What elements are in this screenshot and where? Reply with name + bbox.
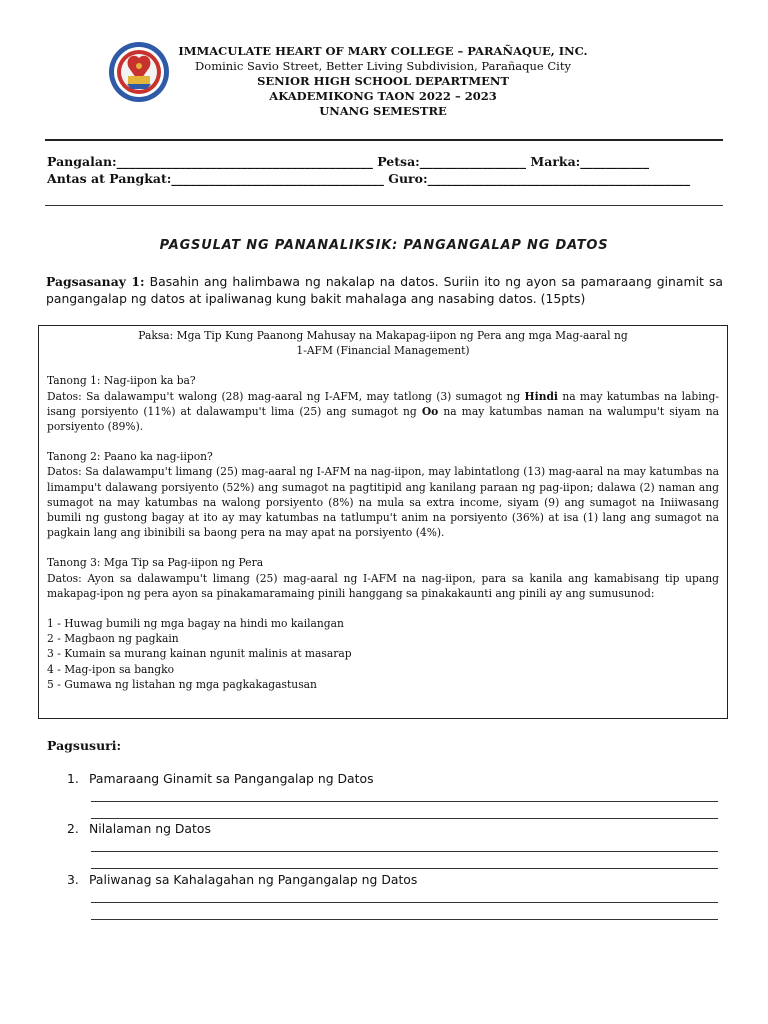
info-divider xyxy=(45,205,723,206)
item-number: 3. xyxy=(67,872,79,887)
paksa-line-2: 1-AFM (Financial Management) xyxy=(296,344,470,358)
analysis-item-2 xyxy=(67,821,727,836)
school-name: IMMACULATE HEART OF MARY COLLEGE – PARAÑAQUE, INC. xyxy=(178,44,588,58)
item-number: 2. xyxy=(67,821,79,836)
analysis-item-1 xyxy=(67,771,727,786)
item-label: Paliwanag sa Kahalagahan ng Pangangalap ng Datos xyxy=(89,872,418,887)
instructions-lead: Pagsasanay 1: xyxy=(46,274,145,289)
list-item: 1 - Huwag bumili ng mga bagay na hindi mo kailangan xyxy=(47,617,344,631)
list-item: 3 - Kumain sa murang kainan ngunit malinis at masarap xyxy=(47,647,352,661)
page-title: PAGSULAT NG PANANALIKSIK: PANGANGALAP NG DATOS xyxy=(159,238,609,253)
paksa-line-1: Paksa: Mga Tip Kung Paanong Mahusay na Makapag-iipon ng Pera ang mga Mag-aaral ng xyxy=(138,329,628,342)
answer-line[interactable] xyxy=(91,919,718,920)
answer-line[interactable] xyxy=(91,801,718,802)
header-divider xyxy=(45,139,723,141)
q1-text-a: Datos: Sa dalawampu't walong (28) mag-aaral ng I-AFM, may tatlong (3) sumagot ng xyxy=(47,389,525,403)
analysis-item-3 xyxy=(67,872,727,887)
q1-text-b: na may katumbas na labing-isang porsiyento (11%) at dalawampu't lima (25) ang sumagot ng xyxy=(47,389,719,418)
question-2-title: Tanong 2: Paano ka nag-iipon? xyxy=(47,450,213,464)
semester: UNANG SEMESTRE xyxy=(319,104,447,118)
list-item: 2 - Magbaon ng pagkain xyxy=(47,632,179,646)
school-address: Dominic Savio Street, Better Living Subdivision, Parañaque City xyxy=(195,59,571,73)
info-row-name[interactable]: Pangalan:_________________________________________ Petsa:_________________ Marka:___________ xyxy=(47,154,650,169)
item-label: Pamaraang Ginamit sa Pangangalap ng Datos xyxy=(89,771,374,786)
academic-year: AKADEMIKONG TAON 2022 – 2023 xyxy=(269,89,497,103)
info-row-section[interactable]: Antas at Pangkat:__________________________________ Guro:__________________________________________ xyxy=(47,171,691,186)
q1-text-c: na may katumbas naman na walumpu't siyam na porsiyento (89%). xyxy=(47,404,719,434)
item-label: Nilalaman ng Datos xyxy=(89,821,211,836)
list-item: 4 - Mag-ipon sa bangko xyxy=(47,662,175,676)
answer-line[interactable] xyxy=(91,818,718,819)
answer-line[interactable] xyxy=(91,851,718,852)
list-item: 5 - Gumawa ng listahan ng mga pagkakagastusan xyxy=(47,677,317,691)
department: SENIOR HIGH SCHOOL DEPARTMENT xyxy=(257,74,509,88)
q1-hindi: Hindi xyxy=(524,389,558,403)
answer-line[interactable] xyxy=(91,902,718,903)
data-sample-box xyxy=(38,325,728,719)
item-number: 1. xyxy=(67,771,79,786)
pagsusuri-heading: Pagsusuri: xyxy=(47,738,122,753)
instructions-text: Basahin ang halimbawa ng nakalap na datos. Suriin ito ng ayon sa pamaraang ginamit sa pangangalap ng datos at ipaliwanag kung bakit mahalaga ang nasabing datos. (15pts) xyxy=(46,274,723,306)
answer-line[interactable] xyxy=(91,868,718,869)
q1-oo: Oo xyxy=(421,404,439,418)
question-1-data xyxy=(47,389,719,435)
school-header xyxy=(150,44,616,119)
tips-list xyxy=(47,616,719,692)
question-3-title: Tanong 3: Mga Tip sa Pag-iipon ng Pera xyxy=(47,556,264,570)
question-1-title: Tanong 1: Nag-iipon ka ba? xyxy=(47,374,196,388)
question-3-data: Datos: Ayon sa dalawampu't limang (25) mag-aaral ng I-AFM na nag-iipon, para sa kanila ang kamabisang tip upang makapag-ipon ng pera ayon sa pinakamaramaing pinili hanggang sa pinakakaunti ang pinili ay ang sumusunod: xyxy=(47,571,719,600)
question-2-data: Datos: Sa dalawampu't limang (25) mag-aaral ng I-AFM na nag-iipon, may labintatlong (13) mag-aaral na may katumbas na limampu't dalawang porsiyento (52%) ang sumagot na pagtitipid ang kanilang paraan ng pag-iipon; dalawa (2) naman ang sumagot na may katumbas na walong porsiyento (8%) na mula sa extra income, siyam (9) ang sumagot na Iniiwasang bumili ng gustong bagay at ito ay may katumbas na tatlumpu't anim na porsiyento (36%) at isa (1) lang ang sumagot na pagkain lang ang ibinibili sa baong pera na may apat na porsiyento (4%). xyxy=(47,465,719,540)
instructions xyxy=(46,273,723,307)
